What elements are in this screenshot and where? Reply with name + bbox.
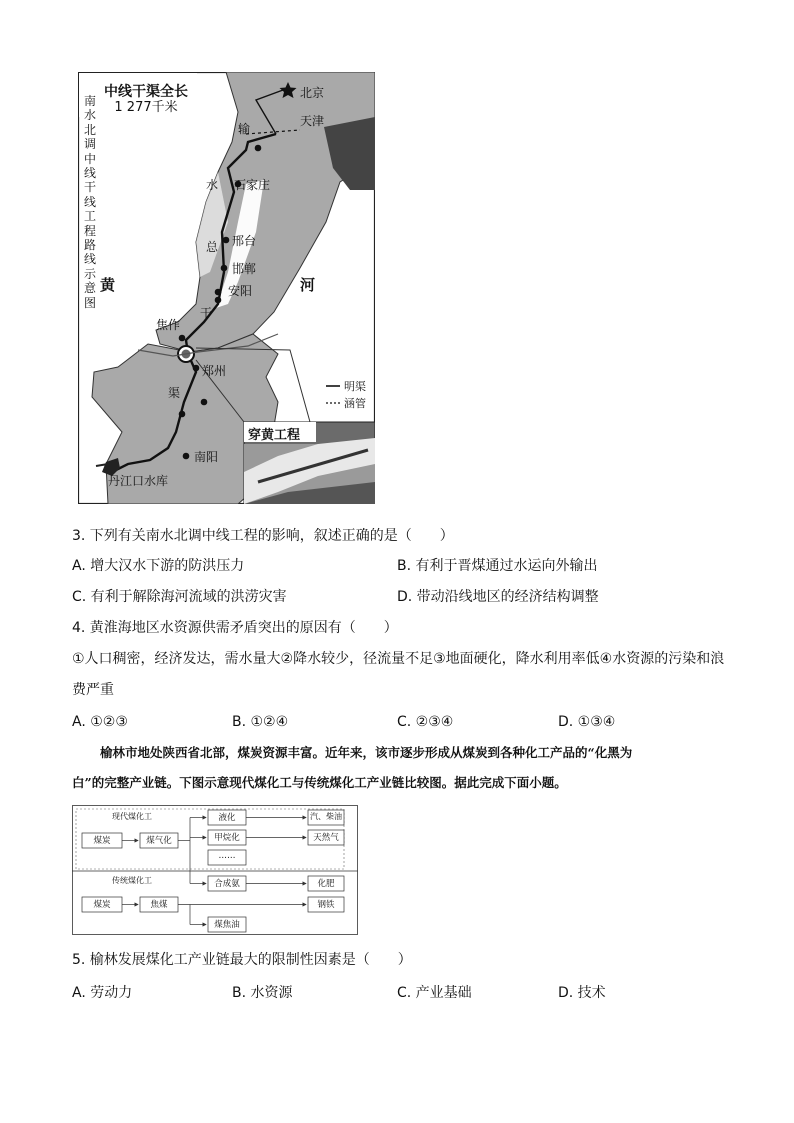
- coal2-box: 煤炭: [93, 900, 111, 910]
- city-dot: [215, 297, 222, 304]
- total-label-text: 中线干渠全长: [104, 84, 188, 100]
- dots-box: ……: [218, 851, 236, 861]
- methanation-box: 甲烷化: [214, 833, 240, 843]
- city-beijing: 北京: [300, 86, 325, 100]
- city-dot: [193, 365, 200, 372]
- city-zhengzhou: 郑州: [202, 364, 227, 378]
- city-jiaozuo: 焦作: [156, 318, 181, 332]
- coal-chain-diagram: [72, 805, 358, 935]
- intro-line-2: 白”的完整产业链。下图示意现代煤化工与传统煤化工产业链比较图。据此完成下面小题。: [72, 775, 567, 790]
- q4-option-a[interactable]: A. ①②③: [72, 714, 128, 730]
- ammonia-box: 合成氨: [214, 879, 240, 889]
- steel-box: 钢铁: [317, 900, 335, 910]
- city-dot: [183, 453, 190, 460]
- huang-label: 黄: [100, 276, 116, 294]
- coal-chain-svg: [72, 805, 358, 935]
- fuel-box: 汽、柴油: [310, 812, 342, 821]
- liquefy-box: 液化: [218, 813, 236, 823]
- modern-label: 现代煤化工: [112, 812, 152, 821]
- city-dot: [215, 289, 222, 296]
- route-map-svg: [78, 72, 375, 504]
- q4-body: ①人口稠密，经济发达，需水量大②降水较少，径流量不足③地面硬化，降水利用率低④水资源的污染和浪费严重: [72, 651, 725, 698]
- city-dot: [179, 411, 186, 418]
- q5-option-d[interactable]: D. 技术: [558, 985, 606, 1001]
- q4-option-d[interactable]: D. ①③④: [558, 714, 616, 730]
- city-dot: [255, 145, 262, 152]
- coal-box: 煤炭: [93, 836, 111, 846]
- canal-char-4: 干: [200, 306, 213, 320]
- q4-option-c[interactable]: C. ②③④: [397, 714, 454, 730]
- q5-option-a[interactable]: A. 劳动力: [72, 985, 133, 1001]
- legend-culvert-label: 涵管: [344, 397, 366, 410]
- route-map: [78, 72, 375, 504]
- traditional-label: 传统煤化工: [112, 876, 152, 885]
- city-dot: [179, 335, 186, 342]
- canal-char-2: 水: [206, 178, 219, 192]
- total-length-text: 1 277千米: [114, 100, 178, 115]
- q3-option-b[interactable]: B. 有利于晋煤通过水运向外输出: [397, 558, 598, 574]
- tar-box: 煤焦油: [214, 920, 240, 930]
- canal-char-5: 渠: [168, 386, 181, 400]
- canal-char-3: 总: [206, 240, 219, 254]
- q3-option-d[interactable]: D. 带动沿线地区的经济结构调整: [397, 589, 599, 605]
- city-dot: [221, 265, 228, 272]
- inset-title: 穿黄工程: [248, 428, 301, 443]
- he-label: 河: [300, 276, 316, 294]
- city-shijiazhuang: 石家庄: [234, 178, 271, 192]
- city-tianjin: 天津: [300, 114, 325, 128]
- q3-stem: 3. 下列有关南水北调中线工程的影响，叙述正确的是（ ）: [72, 528, 454, 544]
- total-length-label: [92, 84, 200, 116]
- city-anyang: 安阳: [228, 284, 253, 298]
- q5-option-c[interactable]: C. 产业基础: [397, 985, 472, 1001]
- legend-open-label: 明渠: [344, 380, 366, 393]
- canal-char-1: 输: [238, 122, 251, 136]
- fertilizer-box: 化肥: [317, 879, 335, 889]
- q4-stem: 4. 黄淮海地区水资源供需矛盾突出的原因有（ ）: [72, 620, 398, 636]
- q5-stem: 5. 榆林发展煤化工产业链最大的限制性因素是（ ）: [72, 952, 412, 968]
- gasify-box: 煤气化: [146, 836, 172, 846]
- q4-option-b[interactable]: B. ①②④: [232, 714, 289, 730]
- vertical-title: 南水北调中线干线工程路线示意图: [84, 94, 97, 310]
- city-dot: [223, 237, 230, 244]
- city-nanyang: 南阳: [194, 450, 219, 464]
- city-danjiangkou: 丹江口水库: [108, 474, 169, 488]
- city-dot: [201, 399, 208, 406]
- gas-box: 天然气: [313, 833, 339, 843]
- intro-line-1: 榆林市地处陕西省北部，煤炭资源丰富。近年来，该市逐步形成从煤炭到各种化工产品的“化黑为: [100, 745, 633, 760]
- city-handan: 邯郸: [232, 262, 257, 276]
- coke-box: 焦煤: [150, 900, 168, 910]
- q3-option-c[interactable]: C. 有利于解除海河流域的洪涝灾害: [72, 589, 287, 605]
- q5-option-b[interactable]: B. 水资源: [232, 985, 293, 1001]
- city-xingtai: 邢台: [232, 234, 257, 248]
- q3-option-a[interactable]: A. 增大汉水下游的防洪压力: [72, 558, 245, 574]
